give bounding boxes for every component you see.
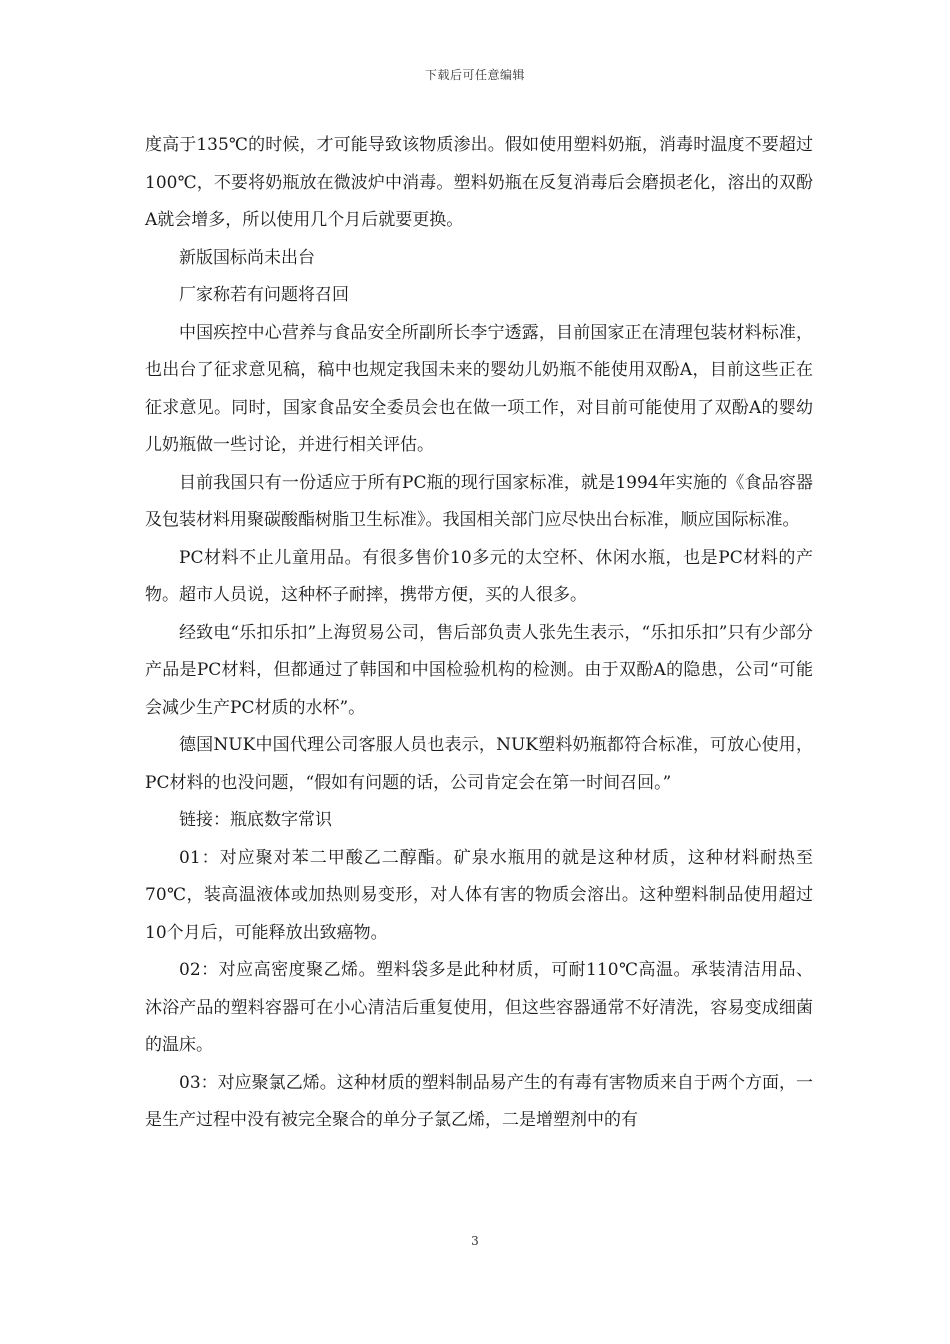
- paragraph: 德国NUK中国代理公司客服人员也表示，NUK塑料奶瓶都符合标准，可放心使用，PC材料的也没问题，“假如有问题的话，公司肯定会在第一时间召回。”: [145, 735, 813, 793]
- paragraph: 经致电“乐扣乐扣”上海贸易公司，售后部负责人张先生表示，“乐扣乐扣”只有少部分产品是PC材料，但都通过了韩国和中国检验机构的检测。由于双酚A的隐患，公司“可能会减少生产PC材质的水杯”。: [145, 622, 813, 718]
- paragraph: 02：对应高密度聚乙烯。塑料袋多是此种材质，可耐110℃高温。承装清洁用品、沐浴产品的塑料容器可在小心清洁后重复使用，但这些容器通常不好清洗，容易变成细菌的温床。: [145, 960, 813, 1055]
- page-number: 3: [471, 1234, 479, 1248]
- paragraph: 03：对应聚氯乙烯。这种材质的塑料制品易产生的有毒有害物质来自于两个方面，一是生产过程中没有被完全聚合的单分子氯乙烯，二是增塑剂中的有: [145, 1072, 813, 1130]
- section-subheading: 厂家称若有问题将召回: [179, 285, 349, 305]
- paragraph: 目前我国只有一份适应于所有PC瓶的现行国家标准，就是1994年实施的《食品容器及包装材料用聚碳酸酯树脂卫生标准》。我国相关部门应尽快出台标准，顺应国际标准。: [145, 472, 813, 530]
- document-body: [145, 127, 813, 1140]
- page-header: 下载后可任意编辑: [424, 68, 525, 82]
- section-heading: 新版国标尚未出台: [179, 247, 315, 268]
- paragraph: PC材料不止儿童用品。有很多售价10多元的太空杯、休闲水瓶，也是PC材料的产物。超市人员说，这种杯子耐摔，携带方便，买的人很多。: [145, 547, 813, 605]
- link-heading: 链接：瓶底数字常识: [179, 810, 332, 830]
- paragraph: 01：对应聚对苯二甲酸乙二醇酯。矿泉水瓶用的就是这种材质，这种材料耐热至70℃，装高温液体或加热则易变形，对人体有害的物质会溶出。这种塑料制品使用超过10个月后，可能释放出致癌物。: [145, 847, 813, 943]
- paragraph: 中国疾控中心营养与食品安全所副所长李宁透露，目前国家正在清理包装材料标准，也出台了征求意见稿，稿中也规定我国未来的婴幼儿奶瓶不能使用双酚A，目前这些正在征求意见。同时，国家食品安全委员会也在做一项工作，对目前可能使用了双酚A的婴幼儿奶瓶做一些讨论，并进行相关评估。: [145, 322, 813, 455]
- paragraph: 度高于135℃的时候，才可能导致该物质渗出。假如使用塑料奶瓶，消毒时温度不要超过100℃，不要将奶瓶放在微波炉中消毒。塑料奶瓶在反复消毒后会磨损老化，溶出的双酚A就会增多，所以使用几个月后就要更换。: [145, 135, 813, 230]
